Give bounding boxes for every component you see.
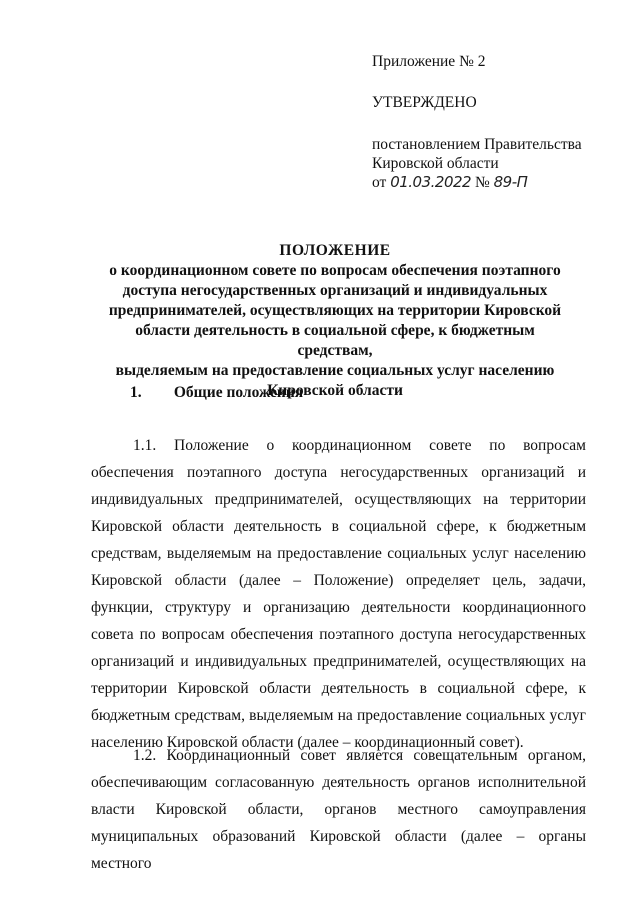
title-line: Кировской области xyxy=(267,382,403,399)
section-heading xyxy=(130,384,303,402)
title-line: доступа негосударственных организаций и индивидуальных xyxy=(122,282,548,299)
decree-line-2: Кировской области xyxy=(372,155,499,172)
section-title: Общие положения xyxy=(173,384,304,401)
approval-block xyxy=(372,52,622,192)
handwritten-number: 89-П xyxy=(493,173,528,191)
title-line: предпринимателей, осуществляющих на территории Кировской xyxy=(108,302,562,319)
handwritten-date: 01.03.2022 xyxy=(390,173,472,191)
title-main: ПОЛОЖЕНИЕ xyxy=(279,242,391,259)
approved-stamp-text: УТВЕРЖДЕНО xyxy=(372,94,477,111)
number-prefix: № xyxy=(474,174,490,191)
title-line: области деятельность в социальной сфере, к бюджетным средствам, xyxy=(135,322,535,359)
decree-line-1: постановлением Правительства xyxy=(372,136,582,153)
section-number: 1. xyxy=(130,384,142,401)
appendix-label: Приложение № 2 xyxy=(372,53,486,70)
document-title xyxy=(96,241,574,401)
date-prefix: от xyxy=(372,174,387,191)
paragraph-1-1: 1.1. Положение о координационном совете по вопросам обеспечения поэтапного доступа негосударственных организаций и индивидуальных предпринимателей, осуществляющих на территории Кировской области деятельность в социальной сфере, к бюджетным средствам, выделяемым на предоставление социальных услуг населению Кировской области (далее – Положение) определяет цель, задачи, функции, структуру и организацию деятельности координационного совета по вопросам обеспечения поэтапного доступа негосударственных организаций и индивидуальных предпринимателей, осуществляющих на территории Кировской области деятельность в социальной сфере, к бюджетным средствам, выделяемым на предоставление социальных услуг населению Кировской области (далее – координационный совет). xyxy=(91,436,586,751)
paragraph-1-2: 1.2. Координационный совет является совещательным органом, обеспечивающим согласованную деятельность органов исполнительной власти Кировской области, органов местного самоуправления муниципальных образований Кировской области (далее – органы местного xyxy=(91,746,586,872)
decree-date-line xyxy=(372,173,622,192)
title-line: выделяемым на предоставление социальных услуг населению xyxy=(115,362,555,379)
title-line: о координационном совете по вопросам обеспечения поэтапного xyxy=(109,262,561,279)
